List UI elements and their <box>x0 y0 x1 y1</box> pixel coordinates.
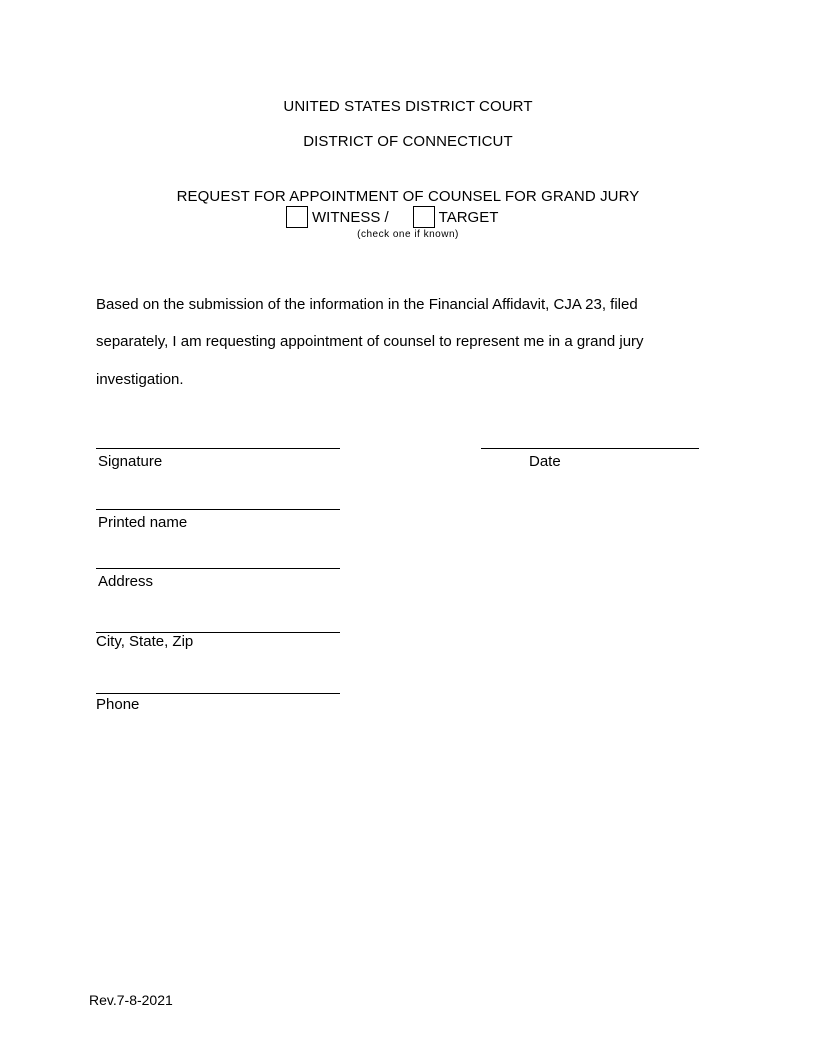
printed-name-line[interactable] <box>96 509 340 510</box>
city-state-zip-label: City, State, Zip <box>96 633 194 650</box>
target-checkbox[interactable] <box>413 206 435 228</box>
address-line[interactable] <box>96 568 340 569</box>
address-label: Address <box>98 573 154 590</box>
date-line[interactable] <box>481 448 699 449</box>
body-line-2: separately, I am requesting appointment of counsel to represent me in a grand jury <box>96 333 644 350</box>
body-line-3: investigation. <box>96 371 184 388</box>
phone-label: Phone <box>96 696 140 713</box>
district-name: DISTRICT OF CONNECTICUT <box>303 133 513 150</box>
phone-line[interactable] <box>96 693 340 694</box>
request-title: REQUEST FOR APPOINTMENT OF COUNSEL FOR GRAND JURY <box>176 188 640 205</box>
court-name: UNITED STATES DISTRICT COURT <box>283 98 533 115</box>
signature-label: Signature <box>98 453 163 470</box>
target-label: TARGET <box>438 208 499 226</box>
role-checkbox-group <box>286 205 498 229</box>
check-hint: (check one if known) <box>357 229 459 240</box>
revision-date: Rev.7-8-2021 <box>89 992 173 1008</box>
witness-checkbox[interactable] <box>286 206 308 228</box>
date-label: Date <box>529 453 561 470</box>
signature-line[interactable] <box>96 448 340 449</box>
witness-label: WITNESS / <box>312 208 389 226</box>
printed-name-label: Printed name <box>98 514 188 531</box>
body-line-1: Based on the submission of the information in the Financial Affidavit, CJA 23, filed <box>96 296 638 313</box>
